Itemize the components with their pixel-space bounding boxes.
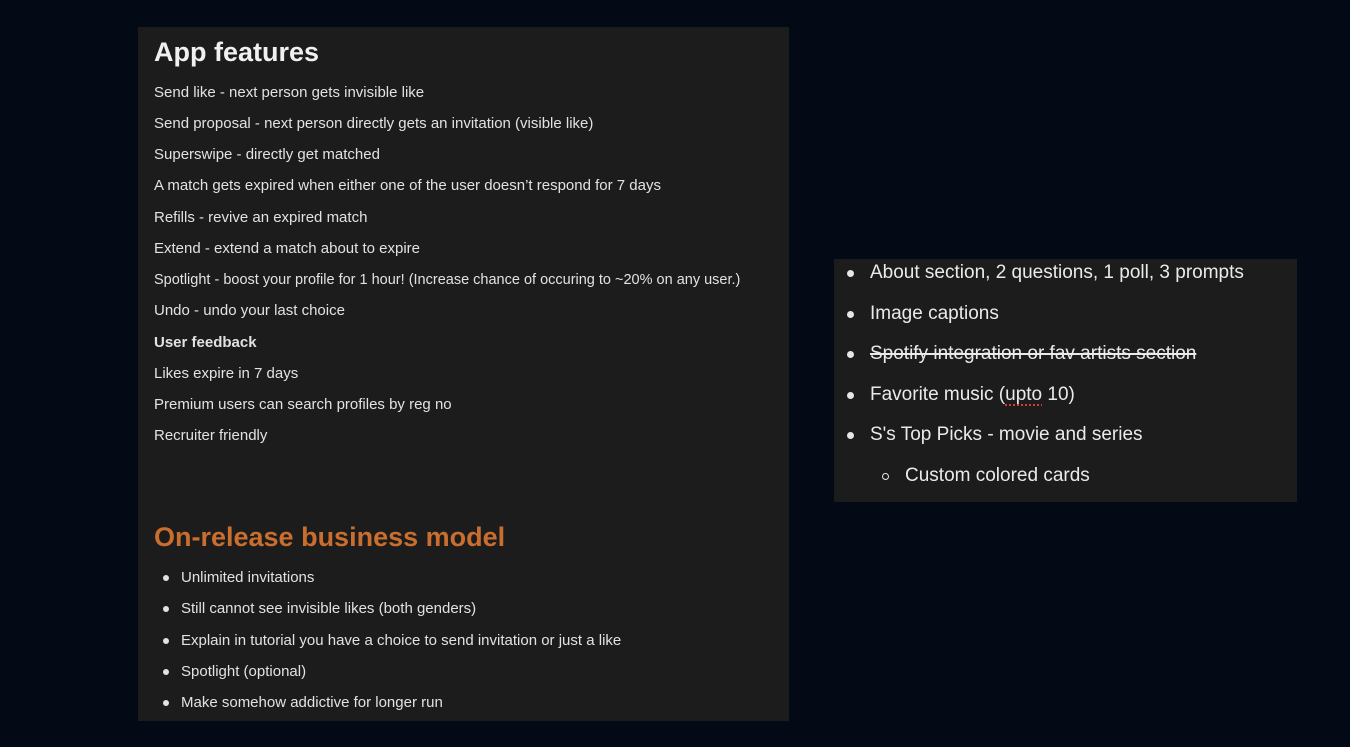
app-features-note-panel xyxy=(138,27,789,721)
feature-item: Premium users can search profiles by reg no xyxy=(154,396,452,413)
business-bullet-text: Explain in tutorial you have a choice to send invitation or just a like xyxy=(181,632,622,649)
bullet-dot-icon xyxy=(163,606,169,612)
bullet-dot-icon xyxy=(847,351,854,358)
feature-item-bold: User feedback xyxy=(154,334,257,351)
feature-item: Recruiter friendly xyxy=(154,427,268,444)
business-bullet-text: Still cannot see invisible likes (both genders) xyxy=(181,600,477,617)
favorite-music-prefix: Favorite music ( xyxy=(870,384,1006,405)
bullet-dot-icon xyxy=(163,575,169,581)
bullet-dot-icon xyxy=(847,270,854,277)
app-features-heading: App features xyxy=(154,37,320,67)
bullet-dot-icon xyxy=(163,669,169,675)
spellcheck-word[interactable]: upto xyxy=(1005,384,1043,405)
business-model-heading: On-release business model xyxy=(154,522,506,552)
profile-note-text: Image captions xyxy=(870,303,999,324)
favorite-music-suffix: 10) xyxy=(1042,384,1075,405)
business-bullet-text: Make somehow addictive for longer run xyxy=(181,694,443,711)
feature-item: Superswipe - directly get matched xyxy=(154,146,380,163)
business-bullet-text: Spotlight (optional) xyxy=(181,663,307,680)
profile-note-sub-text: Custom colored cards xyxy=(905,465,1090,486)
business-bullet-text: Unlimited invitations xyxy=(181,569,315,586)
feature-item: Spotlight - boost your profile for 1 hour! (Increase chance of occuring to ~20% on any user.) xyxy=(154,272,741,288)
profile-note-text xyxy=(870,381,1075,409)
bullet-dot-icon xyxy=(847,392,854,399)
profile-note-text: S's Top Picks - movie and series xyxy=(870,424,1143,445)
bullet-dot-icon xyxy=(163,638,169,644)
bullet-circle-icon xyxy=(882,473,889,480)
profile-notes-panel xyxy=(834,259,1297,502)
feature-item: Likes expire in 7 days xyxy=(154,365,299,382)
feature-item: Send proposal - next person directly gets an invitation (visible like) xyxy=(154,115,594,132)
profile-note-strikethrough-text: Spotify integration or fav artists section xyxy=(870,343,1197,364)
feature-item: Undo - undo your last choice xyxy=(154,302,345,319)
feature-item: Extend - extend a match about to expire xyxy=(154,240,420,257)
bullet-dot-icon xyxy=(847,311,854,318)
bullet-dot-icon xyxy=(847,432,854,439)
profile-note-text: About section, 2 questions, 1 poll, 3 prompts xyxy=(870,262,1244,283)
bullet-dot-icon xyxy=(163,700,169,706)
feature-item: A match gets expired when either one of the user doesn’t respond for 7 days xyxy=(154,177,661,194)
feature-item: Refills - revive an expired match xyxy=(154,209,368,226)
feature-item: Send like - next person gets invisible like xyxy=(154,84,425,101)
